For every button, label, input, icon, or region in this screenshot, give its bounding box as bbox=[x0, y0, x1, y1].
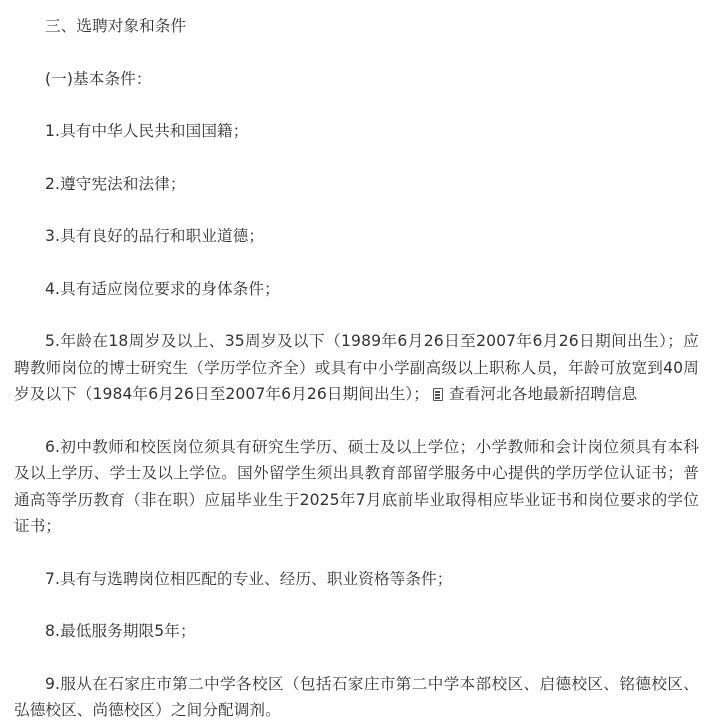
condition-item-8: 8.最低服务期限5年； bbox=[45, 622, 196, 640]
condition-item-9: 9.服从在石家庄市第二中学各校区（包括石家庄市第二中学本部校区、启德校区、铭德校区、弘德校区、尚德校区）之间分配调剂。 bbox=[14, 674, 699, 719]
condition-item-7: 7.具有与选聘岗位相匹配的专业、经历、职业资格等条件； bbox=[45, 569, 453, 588]
section-heading: 三、选聘对象和条件 bbox=[45, 17, 187, 35]
article-body bbox=[14, 0, 699, 724]
condition-item-1: 1.具有中华人民共和国国籍； bbox=[45, 122, 249, 140]
condition-item-5 bbox=[14, 328, 699, 408]
condition-item-5-text: 5.年龄在18周岁及以上、35周岁及以下（1989年6月26日至2007年6月26日期间出生）；应聘教师岗位的博士研究生（学历学位齐全）或具有中小学副高级以上职称人员，年龄可放宽到40周岁及以下（1984年6月26日至2007年6月26日期间出生）； bbox=[14, 332, 699, 403]
recruitment-info-link[interactable]: 查看河北各地最新招聘信息 bbox=[449, 385, 638, 403]
condition-item-6: 6.初中教师和校医岗位须具有研究生学历、硕士及以上学位；小学教师和会计岗位须具有本科及以上学历、学士及以上学位。国外留学生须出具教育部留学服务中心提供的学历学位认证书；普通高等学历教育（非在职）应届毕业生于2025年7月底前毕业取得相应毕业证书和岗位要求的学位证书； bbox=[14, 437, 699, 535]
document-icon bbox=[433, 388, 443, 401]
subheading-basic-conditions: (一)基本条件： bbox=[45, 69, 152, 88]
condition-item-2: 2.遵守宪法和法律； bbox=[45, 174, 186, 193]
condition-item-3: 3.具有良好的品行和职业道德； bbox=[45, 227, 265, 245]
condition-item-4: 4.具有适应岗位要求的身体条件； bbox=[45, 279, 280, 298]
